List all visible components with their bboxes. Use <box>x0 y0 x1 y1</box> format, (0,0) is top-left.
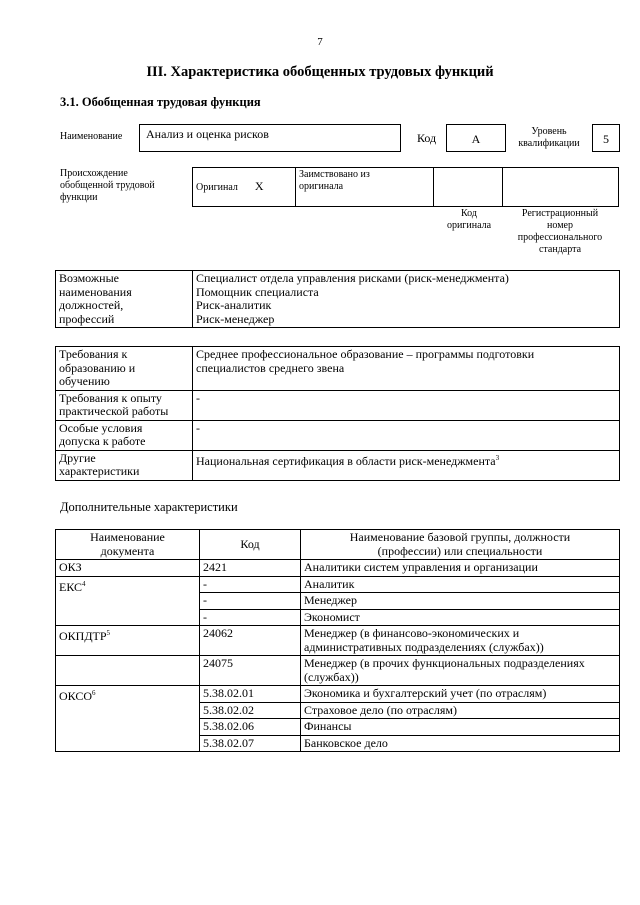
value-line: специалистов среднего звена <box>196 360 345 375</box>
name-cell: Финансы <box>301 719 620 736</box>
borrowed-cell <box>296 168 434 207</box>
name-line: административных подразделениях (службах)) <box>304 639 544 654</box>
subsection-title: 3.1. Обобщенная трудовая функция <box>60 95 261 109</box>
name-cell: Страховое дело (по отраслям) <box>301 702 620 719</box>
code-cell: 24075 <box>200 656 301 686</box>
original-mark: X <box>254 179 264 193</box>
position-item: Риск-аналитик <box>196 298 272 312</box>
caption-line: профессионального <box>517 232 603 243</box>
label-line: допуска к работе <box>59 434 146 448</box>
code-cell: 2421 <box>200 560 301 577</box>
label-line: обучению <box>59 374 110 388</box>
header-name <box>301 530 620 560</box>
caption-line: стандарта <box>538 244 582 255</box>
label-line: практической работы <box>59 404 169 418</box>
header-line: Наименование <box>90 530 165 544</box>
registration-caption <box>504 208 616 256</box>
name-cell: Аналитик <box>301 576 620 593</box>
requirement-value <box>193 450 620 480</box>
origin-label <box>60 168 155 204</box>
table-row <box>56 656 620 686</box>
table-row <box>56 576 620 593</box>
footnote-ref: 4 <box>82 579 86 588</box>
code-cell: 24062 <box>200 626 301 656</box>
level-value: 5 <box>603 132 609 146</box>
original-cell <box>193 168 296 207</box>
requirement-row <box>56 450 620 480</box>
requirements-table <box>55 346 620 481</box>
requirement-label <box>56 390 193 420</box>
doc-cell <box>56 656 200 686</box>
footnote-ref: 5 <box>106 629 111 637</box>
requirement-row <box>56 347 620 391</box>
header-line: Наименование базовой группы, должности <box>349 530 571 544</box>
label-line: наименования <box>59 284 132 299</box>
name-cell: Банковское дело <box>301 735 620 752</box>
code-value: А <box>471 132 481 146</box>
doc-text: ОКСО <box>59 689 93 703</box>
positions-label <box>56 271 193 328</box>
positions-values <box>193 271 620 328</box>
level-label-line: квалификации <box>518 138 580 149</box>
table-row <box>56 560 620 577</box>
origin-label-line: обобщенной трудовой <box>60 180 155 191</box>
level-label <box>512 126 586 150</box>
additional-table <box>55 529 620 752</box>
code-cell: 5.38.02.06 <box>200 719 301 736</box>
level-value-box <box>592 124 620 152</box>
requirement-label <box>56 420 193 450</box>
code-cell: 5.38.02.02 <box>200 702 301 719</box>
code-cell: 5.38.02.07 <box>200 735 301 752</box>
requirement-row <box>56 420 620 450</box>
caption-line: Код <box>461 208 477 219</box>
borrowed-label-line: оригинала <box>299 181 344 192</box>
name-cell: Экономика и бухгалтерский учет (по отраслям) <box>301 686 620 703</box>
requirement-value: - <box>193 420 620 450</box>
original-code-cell <box>434 168 503 207</box>
additional-title: Дополнительные характеристики <box>60 500 238 514</box>
code-value-box <box>446 124 506 152</box>
name-line: Менеджер (в финансово-экономических и <box>304 626 520 640</box>
caption-line: номер <box>547 220 573 231</box>
header-row <box>56 530 620 560</box>
doc-cell: ОКЗ <box>56 560 200 577</box>
label-line: Требования к опыту <box>59 390 162 405</box>
name-value-box <box>139 124 401 152</box>
table-row <box>56 626 620 656</box>
requirement-value <box>193 347 620 391</box>
label-line: Требования к <box>59 347 128 361</box>
position-item: Специалист отдела управления рисками (риск-менеджмента) <box>196 271 509 285</box>
origin-table <box>192 167 619 207</box>
label-line: Возможные <box>59 271 119 285</box>
name-cell <box>301 656 620 686</box>
code-cell: - <box>200 593 301 610</box>
header-line: документа <box>100 543 155 558</box>
name-cell: Менеджер <box>301 593 620 610</box>
label-line: характеристики <box>59 464 140 478</box>
requirement-label <box>56 347 193 391</box>
doc-cell <box>56 686 200 752</box>
code-cell: - <box>200 609 301 626</box>
section-title: III. Характеристика обобщенных трудовых функций <box>146 64 494 80</box>
code-original-caption <box>434 208 504 232</box>
value-text: Национальная сертификация в области риск-менеджмента <box>196 453 496 468</box>
origin-label-line: функции <box>60 192 98 203</box>
footnote-ref: 6 <box>92 689 96 697</box>
footnote-ref: 3 <box>495 453 500 462</box>
borrowed-label-line: Заимствовано из <box>299 169 370 180</box>
original-label: Оригинал <box>196 182 238 193</box>
registration-number-cell <box>503 168 619 207</box>
requirement-label <box>56 450 193 480</box>
doc-cell <box>56 576 200 626</box>
position-item: Риск-менеджер <box>196 311 275 326</box>
value-line: Среднее профессиональное образование – программы подготовки <box>196 347 535 361</box>
requirement-value: - <box>193 390 620 420</box>
position-item: Помощник специалиста <box>196 284 319 299</box>
header-line: (профессии) или специальности <box>377 543 543 558</box>
table-row <box>56 686 620 703</box>
requirement-row <box>56 390 620 420</box>
name-cell <box>301 626 620 656</box>
doc-cell <box>56 626 200 656</box>
code-label: Код <box>417 131 437 145</box>
caption-line: оригинала <box>446 220 492 231</box>
caption-line: Регистрационный <box>521 208 599 219</box>
label-line: профессий <box>59 311 115 326</box>
label-line: Другие <box>59 450 96 465</box>
name-line: (службах)) <box>304 669 359 684</box>
name-cell: Аналитики систем управления и организации <box>301 560 620 577</box>
header-doc <box>56 530 200 560</box>
label-line: Особые условия <box>59 420 143 435</box>
doc-text: ОКПДТР <box>59 629 107 643</box>
label-line: должностей, <box>59 298 124 312</box>
name-cell: Экономист <box>301 609 620 626</box>
page-number: 7 <box>317 36 323 48</box>
positions-table <box>55 270 620 328</box>
code-cell: 5.38.02.01 <box>200 686 301 703</box>
name-line: Менеджер (в прочих функциональных подразделениях <box>304 656 585 670</box>
name-label: Наименование <box>60 131 123 142</box>
doc-text: ЕКС <box>59 579 83 594</box>
label-line: образованию и <box>59 360 136 375</box>
header-code: Код <box>200 530 301 560</box>
level-label-line: Уровень <box>531 126 567 137</box>
code-cell: - <box>200 576 301 593</box>
origin-label-line: Происхождение <box>60 168 128 179</box>
name-value: Анализ и оценка рисков <box>146 127 269 141</box>
